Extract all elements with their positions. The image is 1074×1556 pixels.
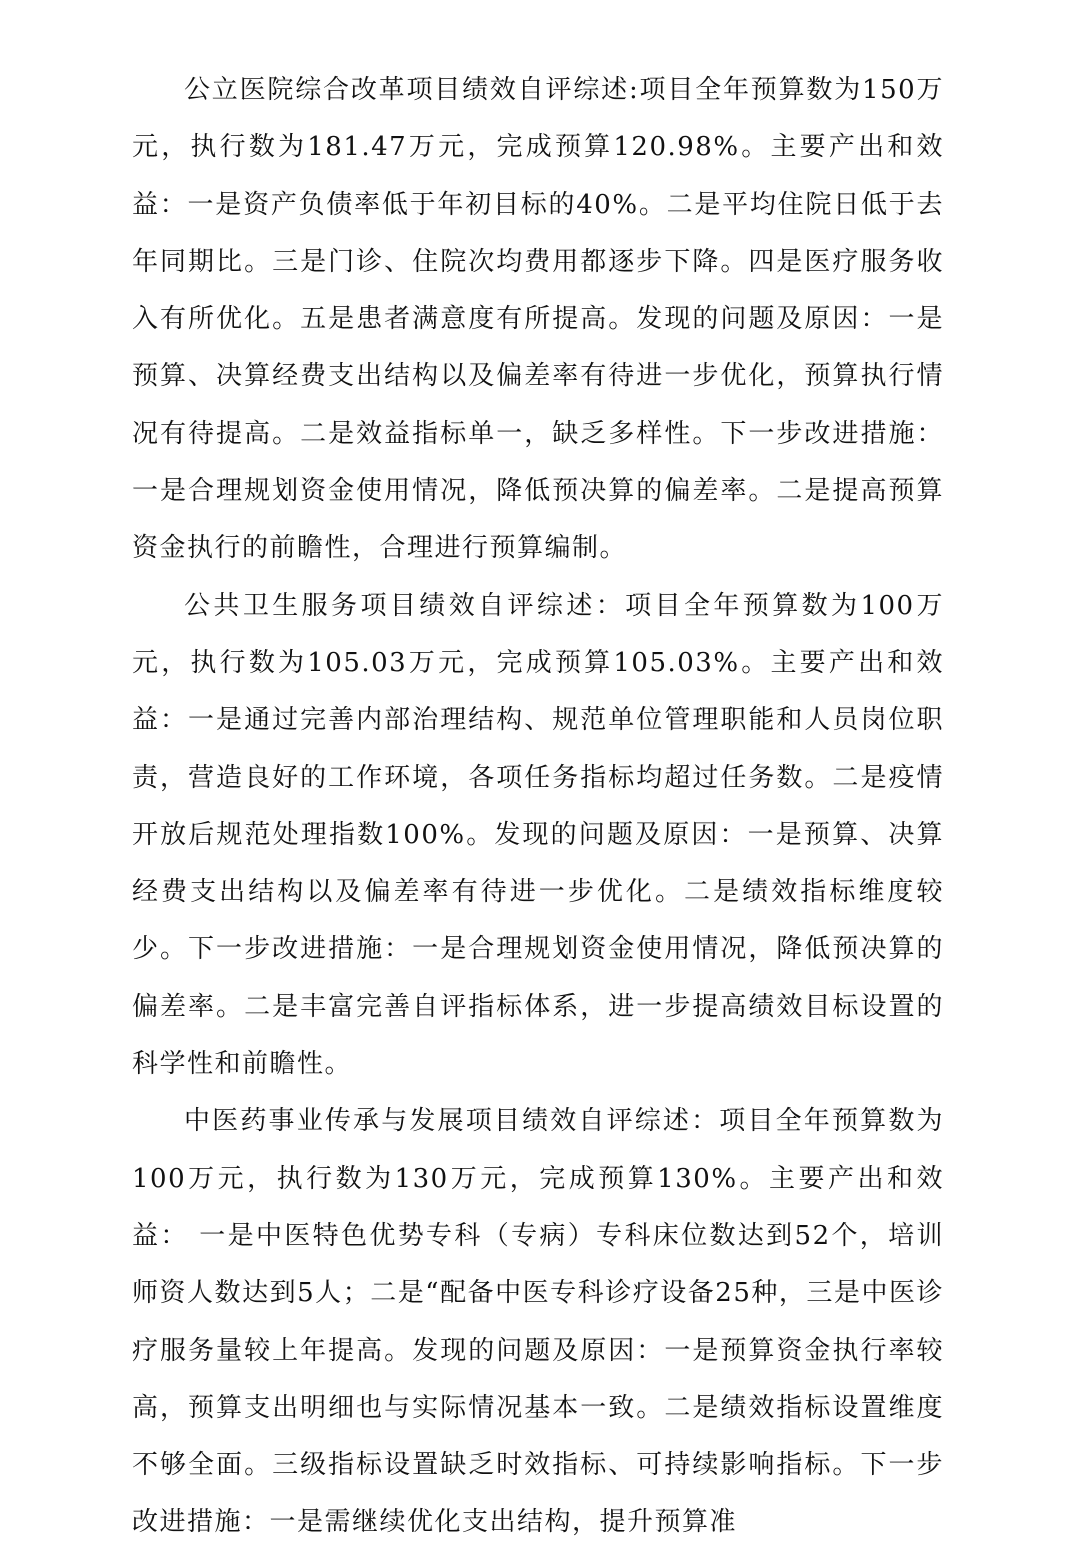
- paragraph-tcm-development: 中医药事业传承与发展项目绩效自评综述：项目全年预算数为100万元，执行数为130万元，完成预算130%。主要产出和效益： 一是中医特色优势专科（专病）专科床位数达到52个，培训师资人数达到5人；二是“配备中医专科诊疗设备25种，三是中医诊疗服务量较上年提高。发现的问题及原因：一是预算资金执行率较高，预算支出明细也与实际情况基本一致。二是绩效指标设置维度不够全面。三级指标设置缺乏时效指标、可持续影响指标。下一步改进措施：一是需继续优化支出结构，提升预算准: [132, 1106, 944, 1538]
- paragraph-public-health-service: 公共卫生服务项目绩效自评综述：项目全年预算数为100万元，执行数为105.03万元，完成预算105.03%。主要产出和效益：一是通过完善内部治理结构、规范单位管理职能和人员岗位职责，营造良好的工作环境，各项任务指标均超过任务数。二是疫情开放后规范处理指数100%。发现的问题及原因：一是预算、决算经费支出结构以及偏差率有待进一步优化。二是绩效指标维度较少。下一步改进措施：一是合理规划资金使用情况，降低预决算的偏差率。二是丰富完善自评指标体系，进一步提高绩效目标设置的科学性和前瞻性。: [132, 590, 944, 1080]
- paragraph-public-hospital-reform: 公立医院综合改革项目绩效自评综述:项目全年预算数为150万元，执行数为181.47万元，完成预算120.98%。主要产出和效益：一是资产负债率低于年初目标的40%。二是平均住院日低于去年同期比。三是门诊、住院次均费用都逐步下降。四是医疗服务收入有所优化。五是患者满意度有所提高。发现的问题及原因：一是预算、决算经费支出结构以及偏差率有待进一步优化，预算执行情况有待提高。二是效益指标单一，缺乏多样性。下一步改进措施：一是合理规划资金使用情况，降低预决算的偏差率。二是提高预算资金执行的前瞻性，合理进行预算编制。: [132, 75, 944, 564]
